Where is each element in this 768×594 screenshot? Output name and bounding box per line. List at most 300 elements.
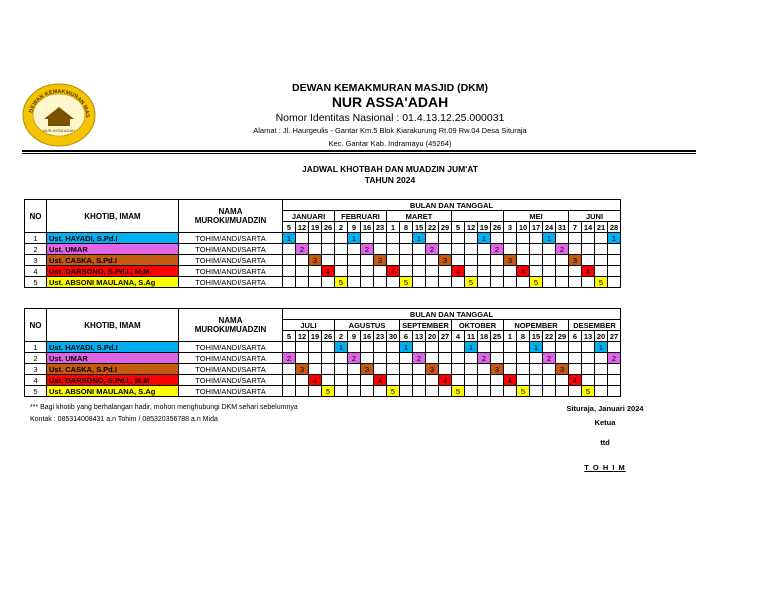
- empty-cell: [504, 342, 517, 353]
- empty-cell: [530, 233, 543, 244]
- assignment-mark: 2: [426, 244, 439, 255]
- empty-cell: [452, 342, 465, 353]
- empty-cell: [543, 342, 556, 353]
- empty-cell: [517, 364, 530, 375]
- empty-cell: [491, 233, 504, 244]
- muroki-names: TOHIM/ANDI/SARTA: [179, 244, 283, 255]
- empty-cell: [335, 244, 348, 255]
- table-row: [25, 386, 621, 397]
- empty-cell: [322, 233, 335, 244]
- khotib-name: Ust. CASKA, S.Pd.I: [47, 255, 179, 266]
- date-cell: 23: [374, 222, 387, 233]
- empty-cell: [400, 244, 413, 255]
- empty-cell: [582, 244, 595, 255]
- empty-cell: [348, 244, 361, 255]
- empty-cell: [374, 233, 387, 244]
- assignment-mark: 3: [296, 364, 309, 375]
- date-cell: 10: [517, 222, 530, 233]
- date-cell: 18: [478, 331, 491, 342]
- empty-cell: [504, 353, 517, 364]
- assignment-mark: 2: [361, 244, 374, 255]
- muroki-names: TOHIM/ANDI/SARTA: [179, 266, 283, 277]
- empty-cell: [504, 233, 517, 244]
- date-cell: 7: [569, 222, 582, 233]
- empty-cell: [569, 364, 582, 375]
- empty-cell: [439, 342, 452, 353]
- month-header: JULI: [283, 320, 335, 331]
- table-row: [25, 375, 621, 386]
- empty-cell: [569, 277, 582, 288]
- row-number: 4: [25, 266, 47, 277]
- empty-cell: [348, 255, 361, 266]
- row-number: 4: [25, 375, 47, 386]
- empty-cell: [309, 244, 322, 255]
- assignment-mark: 1: [608, 233, 621, 244]
- empty-cell: [517, 342, 530, 353]
- date-cell: 9: [348, 222, 361, 233]
- empty-cell: [322, 255, 335, 266]
- empty-cell: [426, 375, 439, 386]
- month-header: SEPTEMBER: [400, 320, 452, 331]
- date-cell: 15: [413, 222, 426, 233]
- assignment-mark: 3: [491, 364, 504, 375]
- empty-cell: [530, 255, 543, 266]
- assignment-mark: 4: [439, 375, 452, 386]
- svg-text:DEWAN KEMAKMURAN MASJID: DEWAN KEMAKMURAN MAS: [28, 88, 91, 118]
- khotib-name: Ust. CASKA, S.Pd.I: [47, 364, 179, 375]
- month-header: AGUSTUS: [335, 320, 400, 331]
- assignment-mark: 2: [296, 244, 309, 255]
- empty-cell: [504, 386, 517, 397]
- empty-cell: [309, 342, 322, 353]
- empty-cell: [361, 266, 374, 277]
- date-cell: 11: [465, 331, 478, 342]
- empty-cell: [374, 277, 387, 288]
- empty-cell: [335, 375, 348, 386]
- empty-cell: [309, 353, 322, 364]
- empty-cell: [569, 266, 582, 277]
- date-cell: 16: [361, 222, 374, 233]
- assignment-mark: 4: [387, 266, 400, 277]
- empty-cell: [296, 342, 309, 353]
- row-number: 3: [25, 255, 47, 266]
- note-line: *** Bagi khotib yang berhalangan hadir, mohon menghubungi DKM sehari sebelumnya: [30, 404, 298, 411]
- empty-cell: [452, 244, 465, 255]
- date-cell: 29: [556, 331, 569, 342]
- empty-cell: [309, 266, 322, 277]
- table-row: [25, 255, 621, 266]
- empty-cell: [374, 353, 387, 364]
- bulan-header: BULAN DAN TANGGAL: [283, 309, 621, 320]
- empty-cell: [387, 255, 400, 266]
- empty-cell: [322, 277, 335, 288]
- header-row: [25, 200, 621, 211]
- assignment-mark: 3: [556, 364, 569, 375]
- empty-cell: [413, 386, 426, 397]
- empty-cell: [348, 375, 361, 386]
- empty-cell: [296, 386, 309, 397]
- muroki-names: TOHIM/ANDI/SARTA: [179, 375, 283, 386]
- khotib-name: Ust. DARSONO, S.Pd.I., M.M: [47, 266, 179, 277]
- empty-cell: [517, 244, 530, 255]
- org-title: DEWAN KEMAKMURAN MASJID (DKM): [292, 82, 488, 94]
- empty-cell: [374, 364, 387, 375]
- month-header: JUNI: [569, 211, 621, 222]
- assignment-mark: 2: [491, 244, 504, 255]
- khotib-name: Ust. HAYADI, S.Pd.I: [47, 233, 179, 244]
- muroki-names: TOHIM/ANDI/SARTA: [179, 353, 283, 364]
- empty-cell: [517, 353, 530, 364]
- muroki-names: TOHIM/ANDI/SARTA: [179, 364, 283, 375]
- empty-cell: [439, 353, 452, 364]
- col-muroki-header: [179, 309, 283, 342]
- empty-cell: [530, 266, 543, 277]
- row-number: 1: [25, 342, 47, 353]
- khotib-name: Ust. ABSONI MAULANA, S.Ag: [47, 277, 179, 288]
- empty-cell: [413, 255, 426, 266]
- empty-cell: [465, 364, 478, 375]
- empty-cell: [335, 386, 348, 397]
- khotib-name: Ust. UMAR: [47, 353, 179, 364]
- date-cell: 3: [504, 222, 517, 233]
- empty-cell: [517, 277, 530, 288]
- empty-cell: [296, 255, 309, 266]
- empty-cell: [283, 375, 296, 386]
- assignment-mark: 3: [569, 255, 582, 266]
- month-header: FEBRUARI: [335, 211, 387, 222]
- date-cell: 20: [426, 331, 439, 342]
- empty-cell: [335, 255, 348, 266]
- assignment-mark: 2: [543, 353, 556, 364]
- date-cell: 5: [452, 222, 465, 233]
- date-cell: 13: [582, 331, 595, 342]
- empty-cell: [556, 266, 569, 277]
- assignment-mark: 3: [374, 255, 387, 266]
- assignment-mark: 3: [361, 364, 374, 375]
- empty-cell: [465, 375, 478, 386]
- empty-cell: [556, 353, 569, 364]
- empty-cell: [582, 353, 595, 364]
- assignment-mark: 3: [426, 364, 439, 375]
- muroki-names: TOHIM/ANDI/SARTA: [179, 277, 283, 288]
- empty-cell: [465, 353, 478, 364]
- empty-cell: [400, 233, 413, 244]
- empty-cell: [322, 342, 335, 353]
- divider: [22, 150, 696, 152]
- empty-cell: [439, 277, 452, 288]
- row-number: 5: [25, 386, 47, 397]
- empty-cell: [309, 233, 322, 244]
- empty-cell: [556, 233, 569, 244]
- empty-cell: [595, 233, 608, 244]
- empty-cell: [608, 342, 621, 353]
- empty-cell: [478, 277, 491, 288]
- empty-cell: [335, 266, 348, 277]
- empty-cell: [465, 233, 478, 244]
- empty-cell: [478, 375, 491, 386]
- empty-cell: [556, 255, 569, 266]
- assignment-mark: 5: [595, 277, 608, 288]
- empty-cell: [465, 244, 478, 255]
- table-row: [25, 353, 621, 364]
- date-cell: 20: [595, 331, 608, 342]
- empty-cell: [309, 277, 322, 288]
- empty-cell: [556, 277, 569, 288]
- address-line-2: Kec. Gantar Kab. Indramayu (45264): [328, 139, 452, 148]
- assignment-mark: 2: [478, 353, 491, 364]
- id-number: Nomor Identitas Nasional : 01.4.13.12.25.000031: [275, 112, 505, 124]
- empty-cell: [504, 266, 517, 277]
- assignment-mark: 5: [322, 386, 335, 397]
- empty-cell: [491, 255, 504, 266]
- empty-cell: [491, 386, 504, 397]
- date-cell: 13: [413, 331, 426, 342]
- assignment-mark: 2: [283, 353, 296, 364]
- assignment-mark: 4: [504, 375, 517, 386]
- assignment-mark: 4: [569, 375, 582, 386]
- empty-cell: [465, 386, 478, 397]
- empty-cell: [478, 364, 491, 375]
- empty-cell: [608, 266, 621, 277]
- empty-cell: [296, 233, 309, 244]
- svg-text:NUR ASSA'ADAH: NUR ASSA'ADAH: [42, 128, 76, 133]
- assignment-mark: 1: [595, 342, 608, 353]
- date-cell: 2: [335, 222, 348, 233]
- empty-cell: [387, 277, 400, 288]
- date-cell: 26: [322, 331, 335, 342]
- nama-label: NAMA: [218, 207, 243, 216]
- month-header: OKTOBER: [452, 320, 504, 331]
- empty-cell: [322, 353, 335, 364]
- empty-cell: [426, 266, 439, 277]
- empty-cell: [413, 342, 426, 353]
- empty-cell: [283, 277, 296, 288]
- khotib-name: Ust. DARSONO, S.Pd.I., M.M: [47, 375, 179, 386]
- empty-cell: [439, 244, 452, 255]
- month-header: JANUARI: [283, 211, 335, 222]
- empty-cell: [387, 233, 400, 244]
- empty-cell: [595, 244, 608, 255]
- empty-cell: [387, 375, 400, 386]
- assignment-mark: 4: [374, 375, 387, 386]
- table-row: [25, 277, 621, 288]
- signature-name: T O H I M: [584, 463, 626, 472]
- empty-cell: [569, 386, 582, 397]
- date-cell: 19: [309, 331, 322, 342]
- empty-cell: [400, 386, 413, 397]
- empty-cell: [556, 386, 569, 397]
- bulan-header: BULAN DAN TANGGAL: [283, 200, 621, 211]
- empty-cell: [582, 255, 595, 266]
- assignment-mark: 1: [348, 233, 361, 244]
- empty-cell: [569, 353, 582, 364]
- empty-cell: [283, 364, 296, 375]
- empty-cell: [530, 244, 543, 255]
- assignment-mark: 5: [465, 277, 478, 288]
- dkm-logo: [22, 83, 96, 147]
- date-cell: 4: [452, 331, 465, 342]
- assignment-mark: 4: [517, 266, 530, 277]
- date-cell: 27: [439, 331, 452, 342]
- mosque-name: NUR ASSA'ADAH: [331, 94, 449, 110]
- empty-cell: [504, 364, 517, 375]
- date-cell: 26: [491, 222, 504, 233]
- row-number: 2: [25, 353, 47, 364]
- signature-ttd: ttd: [600, 438, 610, 447]
- date-cell: 16: [361, 331, 374, 342]
- col-khotib-header: KHOTIB, IMAM: [47, 309, 179, 342]
- empty-cell: [491, 266, 504, 277]
- assignment-mark: 5: [517, 386, 530, 397]
- empty-cell: [361, 233, 374, 244]
- empty-cell: [478, 266, 491, 277]
- empty-cell: [322, 375, 335, 386]
- contact-line: Kontak : 085314008431 a.n Tohim / 085320356788 a.n Mida: [30, 416, 218, 423]
- empty-cell: [439, 266, 452, 277]
- empty-cell: [374, 266, 387, 277]
- table-row: [25, 233, 621, 244]
- empty-cell: [543, 386, 556, 397]
- date-cell: 22: [426, 222, 439, 233]
- empty-cell: [296, 266, 309, 277]
- empty-cell: [426, 233, 439, 244]
- empty-cell: [296, 353, 309, 364]
- assignment-mark: 1: [543, 233, 556, 244]
- empty-cell: [413, 266, 426, 277]
- assignment-mark: 5: [530, 277, 543, 288]
- date-cell: 9: [348, 331, 361, 342]
- empty-cell: [478, 255, 491, 266]
- date-cell: 21: [595, 222, 608, 233]
- empty-cell: [400, 375, 413, 386]
- empty-cell: [452, 255, 465, 266]
- assignment-mark: 1: [478, 233, 491, 244]
- empty-cell: [504, 277, 517, 288]
- assignment-mark: 2: [556, 244, 569, 255]
- empty-cell: [582, 342, 595, 353]
- empty-cell: [543, 364, 556, 375]
- empty-cell: [413, 277, 426, 288]
- date-cell: 12: [465, 222, 478, 233]
- empty-cell: [569, 244, 582, 255]
- empty-cell: [439, 364, 452, 375]
- empty-cell: [504, 244, 517, 255]
- assignment-mark: 1: [413, 233, 426, 244]
- empty-cell: [335, 353, 348, 364]
- empty-cell: [491, 353, 504, 364]
- empty-cell: [452, 233, 465, 244]
- assignment-mark: 1: [465, 342, 478, 353]
- assignment-mark: 4: [582, 266, 595, 277]
- empty-cell: [374, 244, 387, 255]
- month-header: DESEMBER: [569, 320, 621, 331]
- schedule-table-1: [24, 199, 621, 288]
- assignment-mark: 4: [309, 375, 322, 386]
- row-number: 1: [25, 233, 47, 244]
- date-cell: 8: [400, 222, 413, 233]
- date-cell: 24: [543, 222, 556, 233]
- empty-cell: [582, 233, 595, 244]
- date-cell: 22: [543, 331, 556, 342]
- muroki-label: MUROKI/MUADZIN: [194, 325, 267, 334]
- empty-cell: [595, 375, 608, 386]
- col-muroki-header: [179, 200, 283, 233]
- date-cell: 17: [530, 222, 543, 233]
- date-cell: 1: [504, 331, 517, 342]
- empty-cell: [335, 233, 348, 244]
- muroki-names: TOHIM/ANDI/SARTA: [179, 342, 283, 353]
- assignment-mark: 1: [335, 342, 348, 353]
- empty-cell: [556, 342, 569, 353]
- empty-cell: [465, 255, 478, 266]
- table-row: [25, 266, 621, 277]
- empty-cell: [543, 277, 556, 288]
- date-cell: 26: [322, 222, 335, 233]
- empty-cell: [296, 277, 309, 288]
- month-header: NOPEMBER: [504, 320, 569, 331]
- date-cell: 5: [283, 222, 296, 233]
- empty-cell: [543, 266, 556, 277]
- row-number: 2: [25, 244, 47, 255]
- assignment-mark: 1: [530, 342, 543, 353]
- empty-cell: [283, 266, 296, 277]
- muroki-names: TOHIM/ANDI/SARTA: [179, 233, 283, 244]
- empty-cell: [387, 353, 400, 364]
- empty-cell: [426, 353, 439, 364]
- empty-cell: [413, 375, 426, 386]
- nama-label: NAMA: [218, 316, 243, 325]
- empty-cell: [348, 386, 361, 397]
- empty-cell: [491, 277, 504, 288]
- empty-cell: [478, 386, 491, 397]
- empty-cell: [322, 244, 335, 255]
- assignment-mark: 2: [348, 353, 361, 364]
- row-number: 5: [25, 277, 47, 288]
- empty-cell: [439, 233, 452, 244]
- signature-role: Ketua: [594, 418, 616, 427]
- empty-cell: [426, 255, 439, 266]
- col-khotib-header: KHOTIB, IMAM: [47, 200, 179, 233]
- muroki-names: TOHIM/ANDI/SARTA: [179, 255, 283, 266]
- empty-cell: [348, 364, 361, 375]
- assignment-mark: 5: [400, 277, 413, 288]
- empty-cell: [452, 364, 465, 375]
- empty-cell: [426, 342, 439, 353]
- empty-cell: [452, 375, 465, 386]
- empty-cell: [335, 364, 348, 375]
- assignment-mark: 5: [452, 386, 465, 397]
- schedule-table-2: [24, 308, 621, 397]
- empty-cell: [517, 375, 530, 386]
- empty-cell: [595, 386, 608, 397]
- date-cell: 8: [517, 331, 530, 342]
- empty-cell: [400, 353, 413, 364]
- empty-cell: [530, 375, 543, 386]
- empty-cell: [543, 255, 556, 266]
- empty-cell: [569, 233, 582, 244]
- assignment-mark: 5: [387, 386, 400, 397]
- date-cell: 14: [582, 222, 595, 233]
- signature-place-date: Situraja, Januari 2024: [566, 404, 644, 413]
- khotib-name: Ust. ABSONI MAULANA, S.Ag: [47, 386, 179, 397]
- date-cell: 30: [387, 331, 400, 342]
- empty-cell: [478, 244, 491, 255]
- month-header: [452, 211, 504, 222]
- date-cell: 27: [608, 331, 621, 342]
- assignment-mark: 3: [309, 255, 322, 266]
- empty-cell: [283, 255, 296, 266]
- assignment-mark: 4: [452, 266, 465, 277]
